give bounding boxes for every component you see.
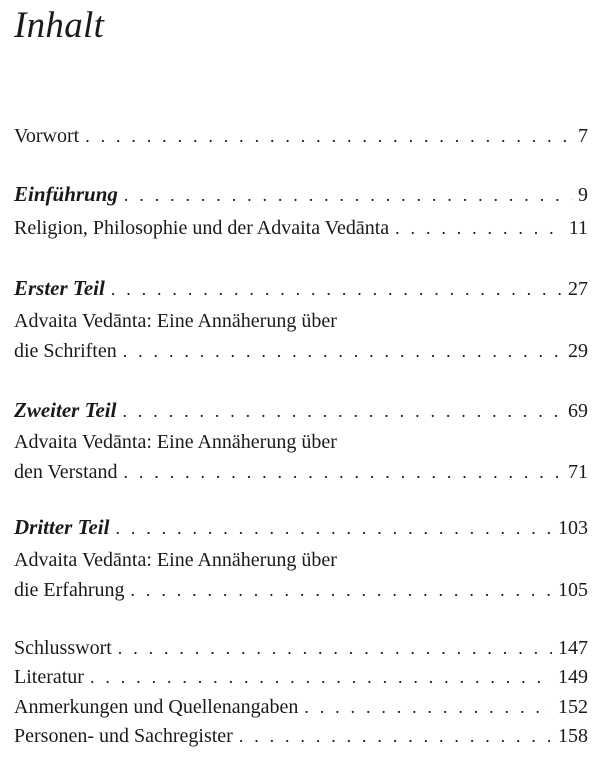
- dot-leader: [124, 458, 563, 486]
- toc-entry-erfahrung: [14, 576, 588, 604]
- toc-entry-page: 7: [578, 125, 588, 147]
- toc-entry-title: Advaita Vedānta: Eine Annäherung über: [14, 549, 337, 571]
- toc-entry-title: Schlusswort: [14, 637, 112, 659]
- toc-entry-title: Personen- und Sachregister: [14, 725, 233, 747]
- dot-leader: [122, 397, 562, 425]
- toc-entry-page: 158: [558, 725, 588, 747]
- toc-entry-einfuehrung: [14, 180, 588, 208]
- toc-entry-page: 152: [558, 696, 588, 718]
- toc-entry-anmerkungen: [14, 693, 588, 721]
- dot-leader: [304, 693, 552, 721]
- dot-leader: [111, 275, 562, 303]
- toc-part-title: Dritter Teil: [14, 515, 110, 539]
- toc-entry-verstand: [14, 458, 588, 486]
- toc-entry-page: 71: [568, 461, 588, 483]
- toc-entry-dritter-teil: [14, 513, 588, 541]
- toc-entry-title: die Erfahrung: [14, 579, 125, 601]
- toc-entry-erster-teil: [14, 274, 588, 302]
- toc-entry-title: Vorwort: [14, 125, 80, 147]
- toc-entry-register: [14, 722, 588, 750]
- toc-part-title: Erster Teil: [14, 276, 105, 300]
- toc-entry-page: 147: [558, 637, 588, 659]
- toc-entry-page: 149: [558, 666, 588, 688]
- dot-leader: [123, 337, 562, 365]
- toc-entry-title: Literatur: [14, 666, 84, 688]
- toc-entry-zweiter-teil: [14, 396, 588, 424]
- toc-entry-title: die Schriften: [14, 340, 117, 362]
- toc-entry-schlusswort: [14, 634, 588, 662]
- toc-entry-religion: [14, 214, 588, 242]
- dot-leader: [115, 514, 552, 542]
- toc-entry-title: Anmerkungen und Quellenangaben: [14, 696, 299, 718]
- dot-leader: [131, 576, 552, 604]
- dot-leader: [395, 214, 563, 242]
- toc-entry-page: 11: [568, 217, 588, 239]
- toc-entry-page: 29: [568, 340, 588, 362]
- toc-entry-title: den Verstand: [14, 461, 118, 483]
- toc-part-title: Einführung: [14, 182, 118, 206]
- toc-entry-subtitle: [14, 428, 588, 456]
- toc-entry-title: Advaita Vedānta: Eine Annäherung über: [14, 431, 337, 453]
- toc-entry-literatur: [14, 663, 588, 691]
- toc-entry-page: 105: [558, 579, 588, 601]
- toc-entry-subtitle: [14, 307, 588, 335]
- toc-entry-page: 103: [558, 517, 588, 539]
- dot-leader: [239, 722, 552, 750]
- dot-leader: [118, 634, 552, 662]
- toc-entry-page: 69: [568, 400, 588, 422]
- dot-leader: [85, 122, 572, 150]
- page-title: Inhalt: [14, 5, 105, 46]
- toc-entry-title: Religion, Philosophie und der Advaita Vedānta: [14, 217, 390, 239]
- toc-entry-vorwort: [14, 122, 588, 150]
- toc-part-title: Zweiter Teil: [14, 398, 117, 422]
- toc-entry-page: 9: [578, 184, 588, 206]
- toc-entry-subtitle: [14, 546, 588, 574]
- dot-leader: [90, 663, 552, 691]
- toc-entry-title: Advaita Vedānta: Eine Annäherung über: [14, 310, 337, 332]
- dot-leader: [124, 181, 572, 209]
- toc-entry-schriften: [14, 337, 588, 365]
- toc-entry-page: 27: [568, 278, 588, 300]
